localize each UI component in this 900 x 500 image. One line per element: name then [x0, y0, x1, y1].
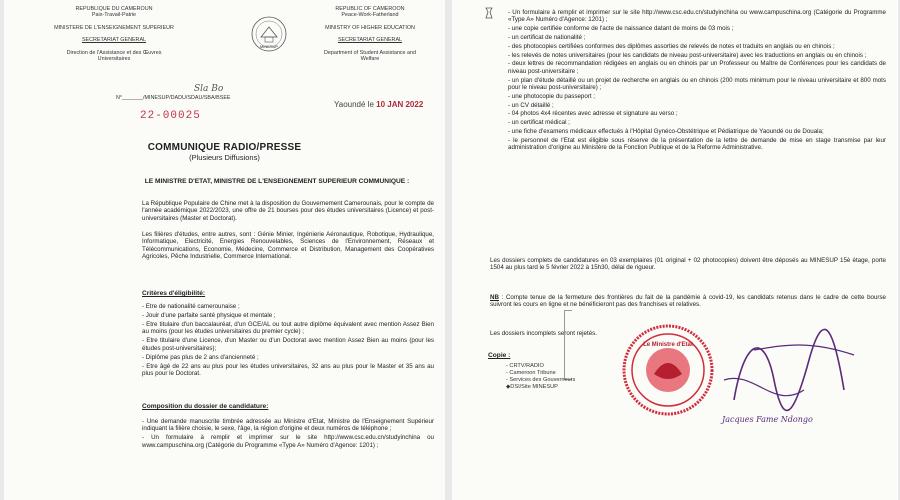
- list-item: - Etre âgé de 22 ans au plus pour les études universitaires, 32 ans au plus pour le Master et 35 ans au plus pour le Doctorat.: [142, 362, 434, 378]
- header-right-line: MINISTRY OF HIGHER EDUCATION: [325, 24, 415, 31]
- header-left-line: Universitaires: [97, 56, 131, 63]
- list-item: - Services des Gouverneurs: [506, 377, 576, 383]
- list-item: - CRTV/RADIO: [506, 363, 544, 369]
- document-page-left: [4, 0, 445, 500]
- header-left: [44, 6, 184, 62]
- page-title: COMMUNIQUE RADIO/PRESSE: [147, 142, 302, 153]
- list-item: - Un formulaire à remplir et imprimer sur le site http://www.csc.edu.cn/studyinchina ou www.campuschina.org (Catégorie du Programme «Type A» Numéro d'Agence: 1201) ;: [508, 9, 886, 24]
- nb-label: NB: [490, 294, 499, 301]
- list-item: - un certificat de nationalité ;: [508, 34, 586, 41]
- logo-text: MINESUP: [259, 44, 279, 49]
- copy-heading: Copie :: [488, 352, 511, 359]
- list-item: - Etre titulaire d'un baccalauréat, d'un GCE/AL ou tout autre diplôme équivalent avec mention Assez Bien au moins (pour les études universitaires du premier cycle) ;: [142, 321, 434, 336]
- header-left-line: SECRETARIAT GENERAL: [81, 37, 147, 44]
- reference-number: N°_______/MINESUP/DADU/SDAU/SBA/BSEE: [116, 95, 231, 101]
- criteria-heading: Critères d'éligibilité:: [142, 290, 206, 297]
- list-item: - Jouir d'une parfaite santé physique et mentale ;: [142, 312, 276, 319]
- paper-clip-icon: [482, 6, 496, 20]
- criteria-list: [142, 303, 434, 379]
- header-right-line: Department of Student Assistance and: [324, 49, 416, 56]
- list-item: - les relevés de notes universitaires (pour les candidats de niveau post-universitaire) avec les traductions en anglais ou en chinois ;: [508, 51, 867, 59]
- list-item: - une copie certifiée conforme de l'acte de naissance datant de moins de 03 mois ;: [508, 25, 734, 33]
- list-item: - un plan d'étude détaillé ou un projet de recherche en anglais ou en chinois (200 mots minimum pour le niveau universitaire et 800 mots pour le niveau post-universitaire) ;: [508, 76, 886, 91]
- document-date: [334, 100, 423, 109]
- signatory-name: Jacques Fame Ndongo: [722, 415, 813, 424]
- list-item: - un CV détaillé ;: [508, 101, 554, 109]
- header-right-line: Welfare: [360, 56, 380, 63]
- header-left-line: REPUBLIQUE DU CAMEROUN: [75, 6, 153, 12]
- list-item: ◆DSI/Site MINESUP: [506, 384, 558, 390]
- list-item: - deux lettres de recommandation rédigées en anglais ou en chinois par un Professeur ou Maître de Conférences pour les candidats de niveau post-universitaire ;: [508, 60, 886, 75]
- header-right-line: Peace-Work-Fatherland: [341, 12, 399, 19]
- composition-heading: Composition du dossier de candidature:: [142, 403, 269, 410]
- header-right-line: REPUBLIC OF CAMEROON: [335, 6, 405, 12]
- fields-paragraph: Les filières d'études, entre autres, sont : Génie Minier, Ingénierie Aéronautique, Robotique, Hydraulique, Informatique, Electricité, Energies Renouvelables, Sciences de l'Environnement, Réseaux et Télécommunications, Economie, Médecine, Commerce et Distribution, Management des Coopératives Agricoles, Pêche Industrielle, Commerce International.: [142, 231, 434, 261]
- header-right: [300, 6, 440, 62]
- header-right-line: SECRETARIAT GENERAL: [337, 37, 403, 44]
- nb-paragraph: [490, 294, 886, 309]
- date-stamp: 10 JAN 2022: [376, 100, 424, 109]
- header-left-line: Paix-Travail-Patrie: [91, 12, 137, 19]
- list-item: - des photocopies certifiées conformes des diplômes assorties de relevés de notes et traduits en anglais ou en chinois ;: [508, 42, 835, 50]
- list-item: - Etre de nationalité camerounaise ;: [142, 303, 240, 310]
- document-page-right: [452, 0, 898, 500]
- minister-heading: LE MINISTRE D'ETAT, MINISTRE DE L'ENSEIGNEMENT SUPERIEUR COMMUNIQUE :: [144, 178, 410, 185]
- header-left-line: Direction de l'Assistance et des Œuvres: [66, 49, 162, 56]
- registration-stamp-number: 22-00025: [140, 110, 201, 122]
- handwritten-signature: [714, 320, 864, 430]
- date-prefix: Yaoundé le: [334, 100, 374, 109]
- seal-text: Le Ministre d'Etat: [643, 342, 693, 348]
- list-item: - Cameroon Tribune: [506, 370, 556, 376]
- copy-list: [506, 363, 575, 391]
- official-seal-icon: [620, 322, 716, 418]
- handwritten-initials: Sla Bo: [194, 84, 224, 94]
- intro-paragraph: La République Populaire de Chine met à la disposition du Gouvernement Camerounais, pour le compte de l'année académique 2022/2023, une offre de 21 bourses pour des études universitaires (Licence) et post-universitaires (Master et Doctorat).: [142, 200, 434, 222]
- header-left-line: MINISTERE DE L'ENSEIGNEMENT SUPERIEUR: [54, 24, 174, 31]
- list-item: - une fiche d'examens médicaux effectués à l'Hôpital Gynéco-Obstétrique et Pédiatrique de Yaoundé ou de Douala;: [508, 127, 824, 135]
- list-item: - Diplôme pas plus de 2 ans d'ancienneté ;: [142, 353, 259, 361]
- page-subtitle: (Plusieurs Diffusions): [189, 153, 260, 162]
- list-item: - une photocopie du passeport ;: [508, 92, 596, 100]
- minesup-logo-icon: [250, 15, 288, 53]
- list-item: - 04 photos 4x4 récentes avec adresse et signature au verso ;: [508, 110, 678, 118]
- incomplete-notice: Les dossiers incomplets seront rejetés.: [490, 330, 597, 337]
- nb-text: : Compte tenue de la fermeture des frontières du fait de la pandémie à covid-19, les candidats retenus dans le cadre de cette bourse suivront les cours en ligne et ne bénéficieront pas des franchises et relatives.: [490, 294, 886, 309]
- list-item: - le personnel de l'Etat est éligible sous réserve de la présentation de la lettre de demande de mise en stage transmise par leur administration d'origine au Ministère de la Fonction Publique et de la Reforme Administrative.: [508, 136, 886, 152]
- requirements-list: [508, 9, 886, 153]
- list-item: - un certificat médical ;: [508, 119, 570, 127]
- list-item: - Une demande manuscrite timbrée adressée au Ministre d'Etat, Ministre de l'Enseignement Supérieur indiquant la filière choisie, le sexe, l'âge, la région d'origine et deux numéros de téléphone ;: [142, 418, 434, 433]
- list-item: - Un formulaire à remplir et imprimer sur le site http://www.csc.edu.cn/studyinchina ou www.campuschina.org (Catégorie du Programme «Type A» Numéro d'Agence: 1201) ;: [142, 434, 434, 449]
- deadline-paragraph: Les dossiers complets de candidatures en 03 exemplaires (01 original + 02 photocopies) doivent être déposés au MINESUP 15è étage, porte 1504 au plus tard le 5 février 2022 à 15h30, délai de rigueur.: [490, 257, 886, 272]
- composition-list: [142, 418, 434, 451]
- list-item: - Etre titulaire d'une Licence, d'un Master ou d'un Doctorat avec mention Assez Bien au moins (pour les études post-universitaires);: [142, 337, 434, 352]
